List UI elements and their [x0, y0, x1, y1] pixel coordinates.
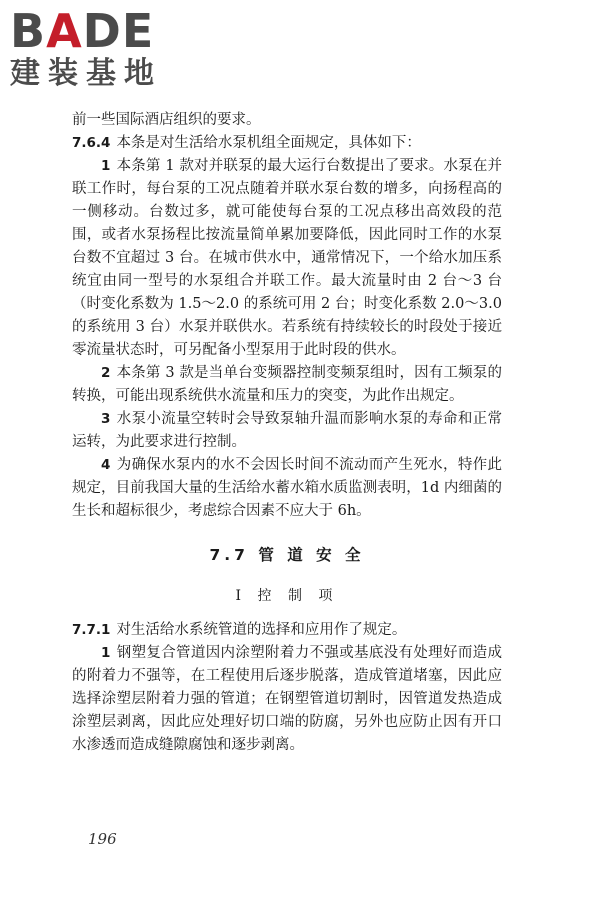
item-2: 2 本条第 3 款是当单台变频器控制变频泵组时，因有工频泵的转换，可能出现系统供水流量和压力的突变，为此作出规定。 [72, 365, 502, 404]
clause-7-7-1: 7.7.1 对生活给水系统管道的选择和应用作了规定。 [72, 622, 407, 638]
page-number: 196 [88, 830, 117, 848]
item-7-7-1-1: 1 钢塑复合管道因内涂塑附着力不强或基底没有处理好而造成的附着力不强等，在工程使用后逐步脱落，造成管道堵塞，因此应选择涂塑层附着力强的管道；在钢塑管道切割时，因管道发热造成涂塑层剥离，因此应处理好切口端的防腐，另外也应防止因有开口水渗透而造成缝隙腐蚀和逐步剥离。 [72, 645, 502, 753]
bade-logo [10, 6, 185, 96]
section-heading: 7.7 管 道 安 全 [209, 546, 365, 564]
logo-accent-letter: A [46, 4, 83, 58]
item-1: 1 本条第 1 款对并联泵的最大运行台数提出了要求。水泵在并联工作时，每台泵的工况点随着并联水泵台数的增多，向扬程高的一侧移动。台数过多，就可能使每台泵的工况点移出高效段的范围，或者水泵扬程比按流量简单累加要降低，因此同时工作的水泵台数不宜超过 3 台。在城市供水中，通常情况下，一个给水加压系统宜由同一型号的水泵组合并联工作。最大流量时由 2 台～3 台（时变化系数为 1.5～2.0 的系统可用 2 台；时变化系数 2.0～3.0 的系统用 3 台）水泵并联供水。若系统有持续较长的时段处于接近零流量状态时，可另配备小型泵用于此时段的供水。 [72, 158, 502, 358]
item-4: 4 为确保水泵内的水不会因长时间不流动而产生死水，特作此规定，目前我国大量的生活给水蓄水箱水质监测表明，1d 内细菌的生长和超标很少，考虑综合因素不应大于 6h。 [72, 457, 502, 519]
logo-chinese-text: 建装基地 [10, 56, 162, 91]
clause-number: 7.6.4 [72, 135, 111, 151]
document-body [72, 109, 502, 757]
intro-line: 前一些国际酒店组织的要求。 [72, 112, 261, 128]
subsection-heading: Ⅰ 控 制 项 [235, 588, 339, 604]
clause-7-6-4: 7.6.4 本条是对生活给水泵机组全面规定，具体如下： [72, 135, 421, 151]
item-3: 3 水泵小流量空转时会导致泵轴升温而影响水泵的寿命和正常运转，为此要求进行控制。 [72, 411, 502, 450]
logo-wordmark: BADE [10, 4, 155, 58]
